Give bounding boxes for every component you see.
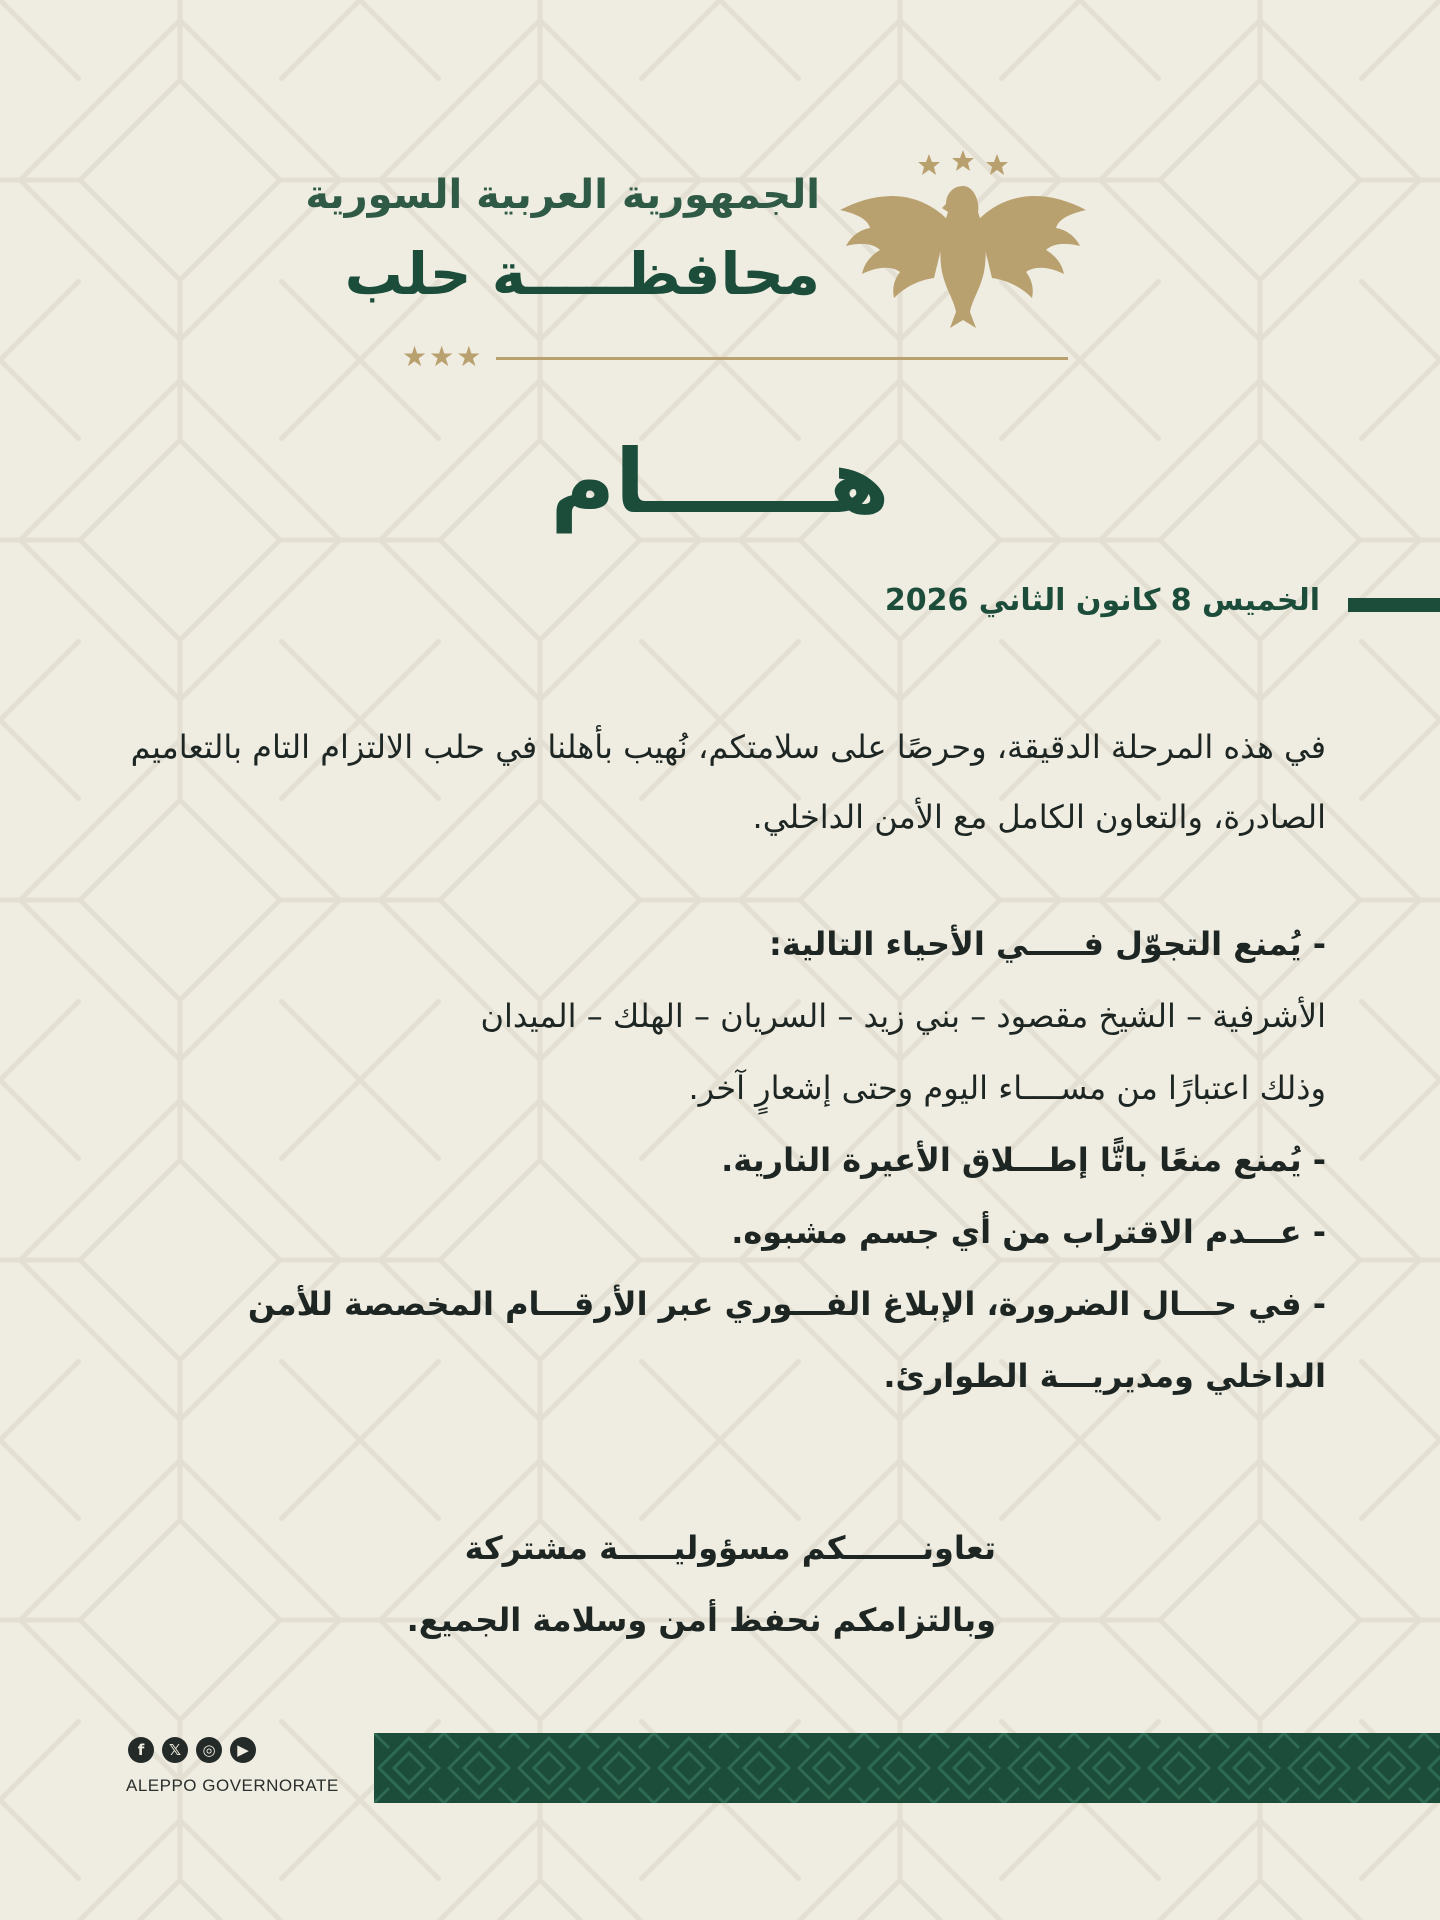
neighborhoods-list: الأشرفية – الشيخ مقصود – بني زيد – السريان – الهلك – الميدان <box>480 997 1326 1035</box>
eagle-emblem-icon <box>838 150 1088 340</box>
instagram-icon[interactable]: ◎ <box>196 1737 222 1763</box>
rules-list <box>120 908 1326 1412</box>
date-accent-bar <box>1348 598 1440 612</box>
announcement-date: الخميس 8 كانون الثاني 2026 <box>884 583 1320 618</box>
social-icons <box>128 1737 256 1763</box>
governorate-name: محافظـــــة حلب <box>344 240 820 308</box>
curfew-heading: - يُمنع التجوّل فـــــي الأحياء التالية: <box>769 925 1326 963</box>
announcement-title: هــــــام <box>550 430 890 533</box>
header-divider <box>496 357 1068 360</box>
report-rule: - في حـــال الضرورة، الإبلاغ الفـــوري عبر الأرقـــام المخصصة للأمن الداخلي ومديريـــة الطوارئ. <box>247 1285 1326 1395</box>
closing-line-2: وبالتزامكم نحفظ أمن وسلامة الجميع. <box>406 1601 996 1639</box>
youtube-icon[interactable]: ▶ <box>230 1737 256 1763</box>
footer-pattern-band <box>374 1733 1440 1803</box>
closing-message <box>406 1512 996 1656</box>
brand-name: ALEPPO GOVERNORATE <box>126 1776 339 1795</box>
header-stars: ★★★ <box>402 340 484 373</box>
firing-ban-rule: - يُمنع منعًا باتًّا إطـــلاق الأعيرة النارية. <box>721 1141 1326 1179</box>
closing-line-1: تعاونـــــــكم مسؤوليـــــة مشتركة <box>464 1529 996 1567</box>
intro-paragraph: في هذه المرحلة الدقيقة، وحرصًا على سلامتكم، نُهيب بأهلنا في حلب الالتزام التام بالتعاميم الصادرة، والتعاون الكامل مع الأمن الداخلي. <box>130 728 1326 836</box>
curfew-time: وذلك اعتبارًا من مســــاء اليوم وحتى إشعارٍ آخر. <box>688 1069 1326 1107</box>
republic-name: الجمهورية العربية السورية <box>305 172 820 218</box>
x-icon[interactable]: 𝕏 <box>162 1737 188 1763</box>
suspicious-object-rule: - عـــدم الاقتراب من أي جسم مشبوه. <box>731 1213 1326 1251</box>
facebook-icon[interactable]: f <box>128 1737 154 1763</box>
